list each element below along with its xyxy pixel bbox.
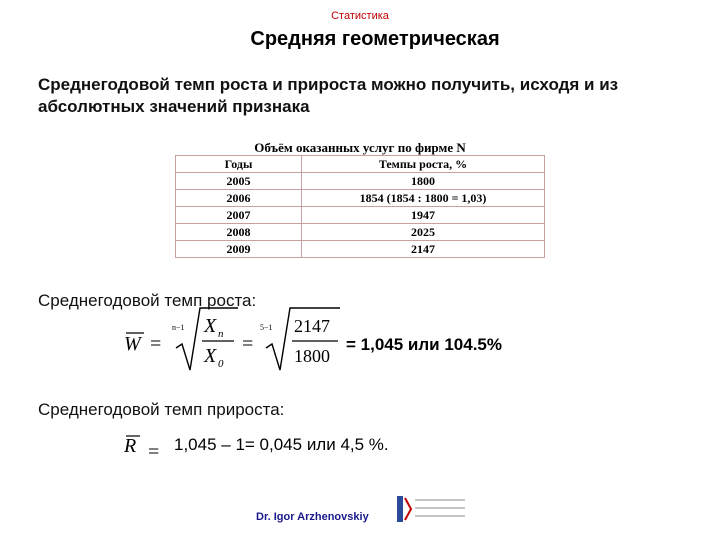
author-footer: Dr. Igor Arzhenovskiy — [256, 511, 369, 523]
denominator-symbol: X — [204, 345, 217, 367]
growth-section-label: Среднегодовой темп роста: — [38, 291, 257, 310]
numerator-value: 2147 — [294, 316, 330, 336]
institution-logo — [395, 494, 467, 524]
equals-sign: = — [242, 333, 254, 355]
table-cell-year: 2009 — [176, 241, 302, 258]
intro-text: Среднегодовой темп роста и прироста можно получить, исходя и из абсолютных значений признака — [38, 75, 619, 116]
table-cell-year: 2008 — [176, 224, 302, 241]
table-row — [176, 241, 545, 258]
table-row — [176, 224, 545, 241]
increase-section-label: Среднегодовой темп прироста: — [38, 400, 285, 419]
table-header-cell: Темпы роста, % — [302, 156, 545, 173]
table-cell-year: 2007 — [176, 207, 302, 224]
growth-result: = 1,045 или 104.5% — [346, 335, 502, 354]
table-cell-year: 2006 — [176, 190, 302, 207]
slide-title: Средняя геометрическая — [250, 28, 500, 50]
growth-formula — [120, 304, 540, 378]
table-cell-rate: 1800 — [302, 173, 545, 190]
equals-sign: = — [150, 333, 162, 355]
table-cell-rate: 2147 — [302, 241, 545, 258]
root-index: 5−1 — [260, 323, 273, 332]
data-table — [175, 155, 545, 258]
increase-formula-text: 1,045 – 1= 0,045 или 4,5 %. — [174, 435, 389, 454]
table-row — [176, 207, 545, 224]
data-table-block — [175, 140, 545, 258]
table-row — [176, 173, 545, 190]
table-caption: Объём оказанных услуг по фирме N — [254, 140, 466, 155]
growth-symbol: W — [124, 333, 141, 355]
table-cell-rate: 2025 — [302, 224, 545, 241]
increase-formula — [120, 428, 460, 464]
equals-sign: = — [148, 441, 160, 463]
table-header-cell: Годы — [176, 156, 302, 173]
table-row — [176, 190, 545, 207]
table-header-row — [176, 156, 545, 173]
increase-symbol: R — [124, 435, 137, 457]
numerator-subscript: n — [218, 328, 224, 340]
table-cell-rate: 1947 — [302, 207, 545, 224]
root-index: n−1 — [172, 323, 185, 332]
denominator-value: 1800 — [294, 346, 330, 366]
denominator-subscript: 0 — [218, 358, 224, 370]
numerator-symbol: X — [204, 315, 217, 337]
table-cell-rate: 1854 (1854 : 1800 = 1,03) — [302, 190, 545, 207]
table-cell-year: 2005 — [176, 173, 302, 190]
slide-header-small: Статистика — [331, 10, 389, 22]
